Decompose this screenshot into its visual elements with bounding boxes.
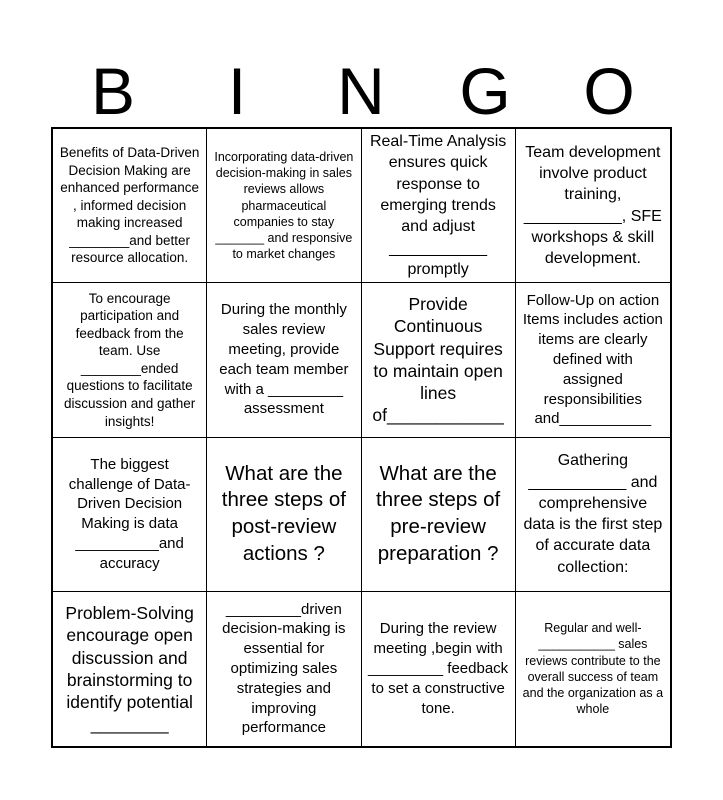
cell-text: Regular and well-___________ sales reviews contribute to the overall success of team and the organization as a whole	[522, 621, 664, 717]
title-letter-b: B	[90, 54, 136, 128]
cell-text: The biggest challenge of Data-Driven Decision Making is data __________and accuracy	[68, 455, 191, 572]
cell-text: Gathering ___________ and comprehensive data is the first step of accurate data collection:	[523, 452, 663, 576]
cell-text: To encourage participation and feedback from the team. Use ________ended questions to facilitate discussion and gather insights!	[63, 290, 196, 429]
cell-text: Real-Time Analysis ensures quick response to emerging trends and adjust ___________ promptly	[369, 133, 507, 278]
cell-text: _________driven decision-making is essential for optimizing sales strategies and improving performance	[222, 600, 346, 737]
cell-text: Team development involve product training, ___________, SFE workshops & skill development.	[523, 143, 662, 268]
bingo-cell-3-2[interactable]	[207, 438, 361, 592]
cell-text: During the review meeting ,begin with _________ feedback to set a constructive tone.	[368, 620, 509, 717]
bingo-cell-4-4[interactable]	[516, 592, 670, 746]
cell-text: What are the three steps of post-review actions ?	[221, 461, 346, 565]
bingo-cell-2-4[interactable]	[516, 283, 670, 437]
bingo-cell-4-1[interactable]	[53, 592, 207, 746]
bingo-cell-1-1[interactable]	[53, 129, 207, 283]
cell-text: What are the three steps of pre-review preparation ?	[376, 461, 501, 565]
bingo-cell-3-1[interactable]	[53, 438, 207, 592]
bingo-cell-1-2[interactable]	[207, 129, 361, 283]
bingo-cell-2-1[interactable]	[53, 283, 207, 437]
bingo-cell-4-3[interactable]	[362, 592, 516, 746]
title-letter-i: I	[227, 54, 247, 128]
cell-text: Problem-Solving encourage open discussion and brainstorming to identify potential ________	[65, 603, 194, 735]
cell-text: Follow-Up on action Items includes action items are clearly defined with assigned responsibilities and___________	[522, 291, 663, 428]
bingo-cell-1-3[interactable]	[362, 129, 516, 283]
bingo-cell-2-3[interactable]	[362, 283, 516, 437]
title-letter-g: G	[459, 54, 511, 128]
bingo-cell-3-4[interactable]	[516, 438, 670, 592]
cell-text: During the monthly sales review meeting, provide each team member with a _________ assessment	[219, 301, 349, 418]
title-letter-n: N	[337, 54, 385, 128]
bingo-cell-2-2[interactable]	[207, 283, 361, 437]
bingo-cell-3-3[interactable]	[362, 438, 516, 592]
bingo-cell-1-4[interactable]	[516, 129, 670, 283]
bingo-board	[51, 127, 672, 748]
cell-text: Benefits of Data-Driven Decision Making are enhanced performance , informed decision making increased ________and better resource allocation.	[59, 145, 200, 266]
cell-text: Provide Continuous Support requires to maintain open lines of____________	[372, 294, 504, 426]
bingo-title	[51, 56, 671, 126]
bingo-cell-4-2[interactable]	[207, 592, 361, 746]
cell-text: Incorporating data-driven decision-making in sales reviews allows pharmaceutical companies to stay _______ and responsive to market changes	[214, 149, 354, 262]
title-letter-o: O	[583, 54, 635, 128]
